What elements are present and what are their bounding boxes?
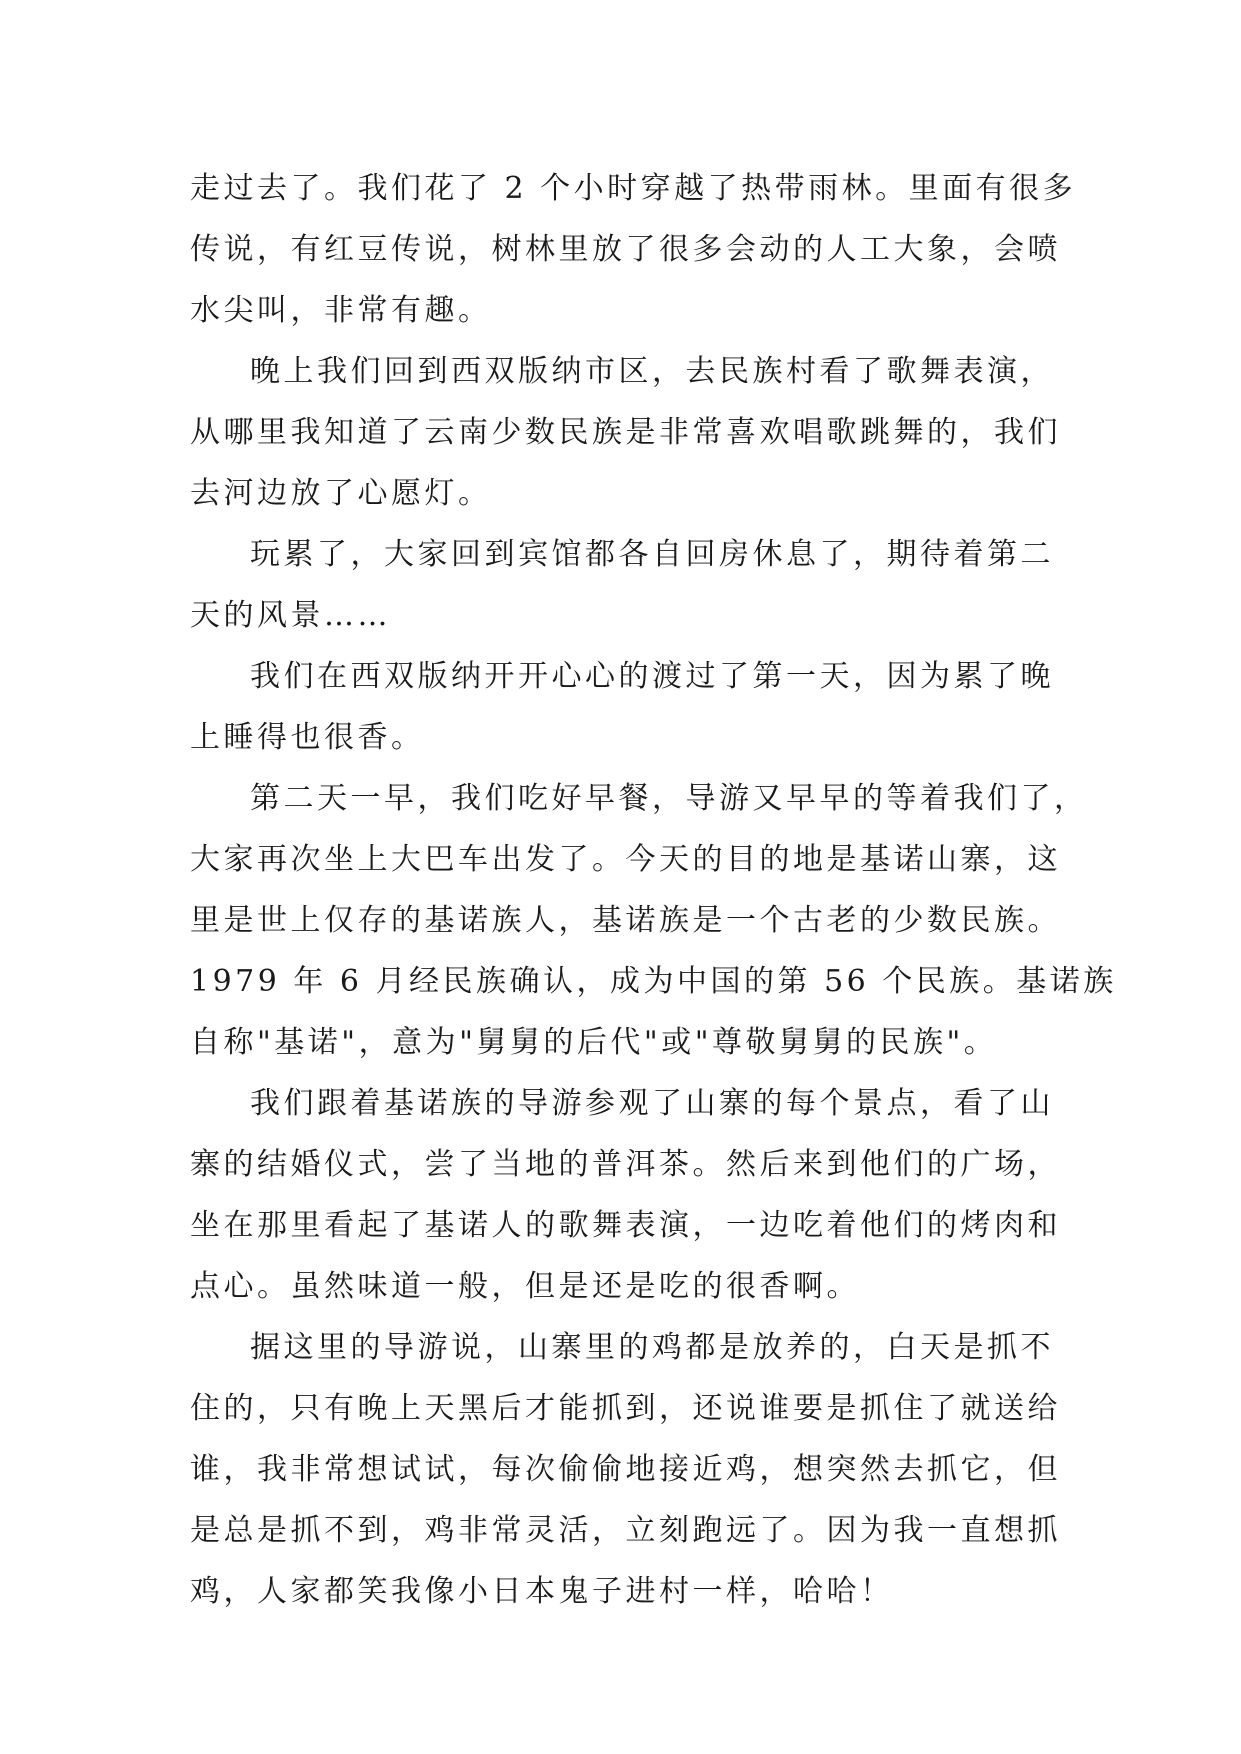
text-line: 大家再次坐上大巴车出发了。今天的目的地是基诺山寨，这 — [190, 842, 1061, 877]
text-line: 晚上我们回到西双版纳市区，去民族村看了歌舞表演， — [250, 354, 1054, 389]
text-line: 我们在西双版纳开开心心的渡过了第一天，因为累了晚 — [250, 659, 1054, 694]
text-line: 据这里的导游说，山寨里的鸡都是放养的，白天是抓不 — [250, 1330, 1054, 1365]
text-line: 玩累了，大家回到宾馆都各自回房休息了，期待着第二 — [250, 537, 1054, 572]
paragraph-3 — [190, 524, 1070, 646]
text-line: 里是世上仅存的基诺族人，基诺族是一个古老的少数民族。 — [190, 903, 1061, 938]
text-line: 第二天一早，我们吃好早餐，导游又早早的等着我们了， — [250, 781, 1088, 816]
text-line: 走过去了。我们花了 2 个小时穿越了热带雨林。里面有很多 — [190, 171, 1077, 206]
paragraph-1 — [190, 158, 1077, 341]
text-line: 坐在那里看起了基诺人的歌舞表演，一边吃着他们的烤肉和 — [190, 1208, 1061, 1243]
text-line: 天的风景…… — [190, 598, 391, 633]
text-line: 传说，有红豆传说，树林里放了很多会动的人工大象，会喷 — [190, 232, 1061, 267]
text-line: 是总是抓不到，鸡非常灵活，立刻跑远了。因为我一直想抓 — [190, 1513, 1061, 1548]
text-line: 1979 年 6 月经民族确认，成为中国的第 56 个民族。基诺族 — [190, 964, 1117, 999]
paragraph-2 — [190, 341, 1070, 524]
text-line: 去河边放了心愿灯。 — [190, 476, 492, 511]
paragraph-5 — [190, 768, 1117, 1073]
text-line: 自称"基诺"，意为"舅舅的后代"或"尊敬舅舅的民族"。 — [190, 1025, 998, 1060]
paragraph-6 — [190, 1073, 1070, 1317]
text-line: 上睡得也很香。 — [190, 720, 425, 755]
paragraph-4 — [190, 646, 1070, 768]
text-line: 我们跟着基诺族的导游参观了山寨的每个景点，看了山 — [250, 1086, 1054, 1121]
text-line: 寨的结婚仪式，尝了当地的普洱茶。然后来到他们的广场， — [190, 1147, 1061, 1182]
paragraph-7 — [190, 1317, 1070, 1622]
text-line: 住的，只有晚上天黑后才能抓到，还说谁要是抓住了就送给 — [190, 1391, 1061, 1426]
document-body — [190, 158, 1117, 1622]
text-line: 从哪里我知道了云南少数民族是非常喜欢唱歌跳舞的，我们 — [190, 415, 1061, 450]
text-line: 鸡，人家都笑我像小日本鬼子进村一样，哈哈！ — [190, 1574, 894, 1609]
text-line: 谁，我非常想试试，每次偷偷地接近鸡，想突然去抓它，但 — [190, 1452, 1061, 1487]
text-line: 点心。虽然味道一般，但是还是吃的很香啊。 — [190, 1269, 860, 1304]
text-line: 水尖叫，非常有趣。 — [190, 293, 492, 328]
